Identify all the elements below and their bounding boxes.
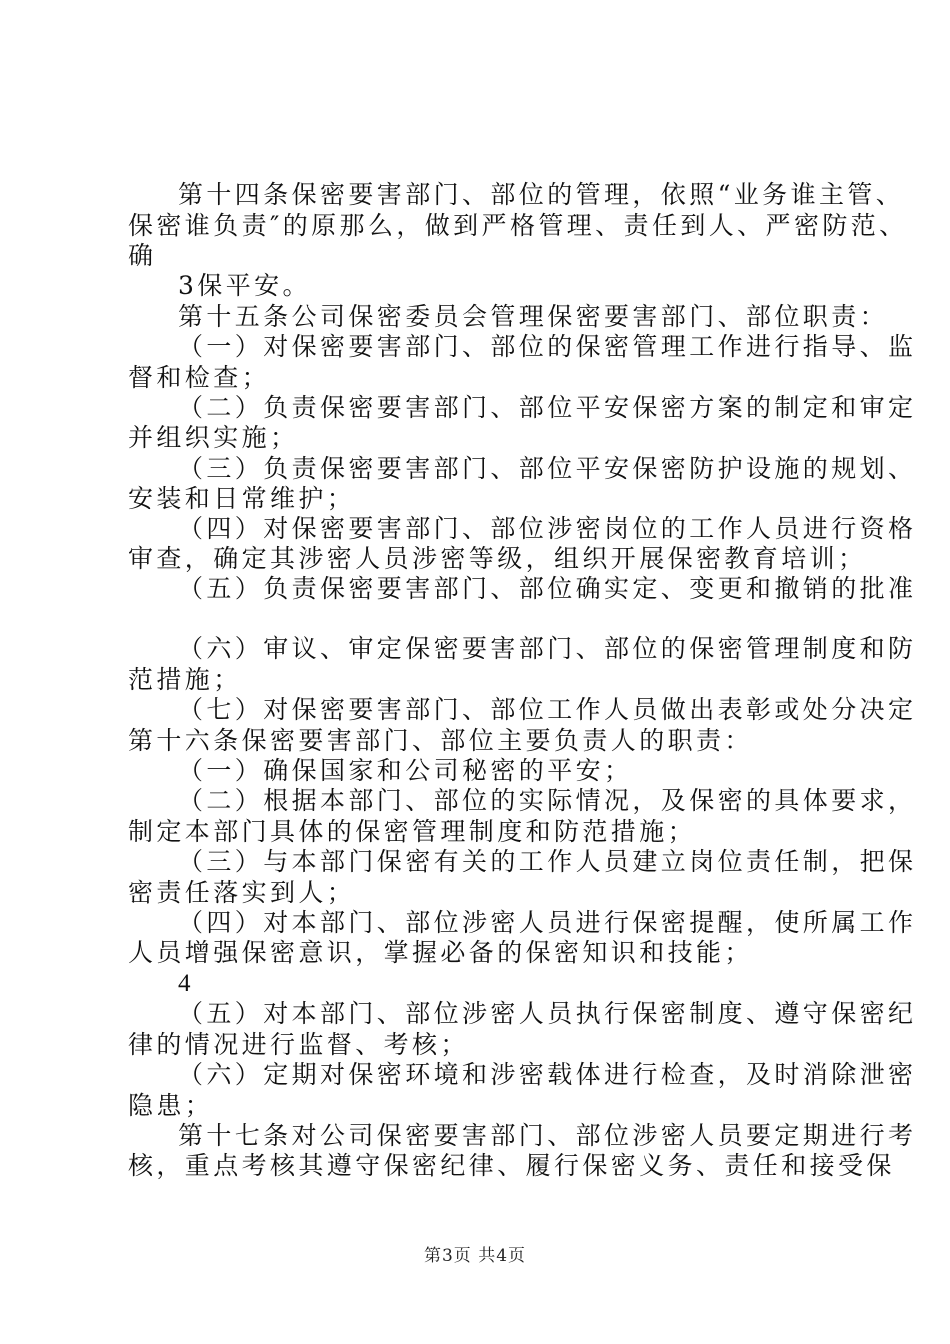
list-item: （二）负责保密要害部门、部位平安保密方案的制定和审定 — [178, 393, 917, 422]
text-line: 督和检查； — [128, 363, 271, 392]
list-item: （二）根据本部门、部位的实际情况，及保密的具体要求， — [178, 786, 917, 815]
list-item: （四）对本部门、部位涉密人员进行保密提醒，使所属工作 — [178, 908, 917, 937]
text-line: 人员增强保密意识，掌握必备的保密知识和技能； — [128, 938, 753, 967]
text-line: 范措施； — [128, 665, 242, 694]
text-line: 第十四条保密要害部门、部位的管理，依照“业务谁主管、 — [178, 180, 905, 209]
list-item: （六）定期对保密环境和涉密载体进行检查，及时消除泄密 — [178, 1060, 917, 1089]
page-number-marker: 4 — [178, 970, 191, 997]
list-item: （三）与本部门保密有关的工作人员建立岗位责任制，把保 — [178, 847, 917, 876]
page-footer: 第3页 共4页 — [423, 1246, 527, 1266]
text-line: 并组织实施； — [128, 423, 299, 452]
text-line: 确 — [128, 241, 157, 270]
text-line: 3保平安。 — [178, 271, 311, 300]
list-item: （三）负责保密要害部门、部位平安保密防护设施的规划、 — [178, 454, 917, 483]
list-item: （四）对保密要害部门、部位涉密岗位的工作人员进行资格 — [178, 514, 917, 543]
text-line: 密责任落实到人； — [128, 878, 356, 907]
list-item: （五）对本部门、部位涉密人员执行保密制度、遵守保密纪 — [178, 999, 917, 1028]
list-item: （一）对保密要害部门、部位的保密管理工作进行指导、监 — [178, 332, 917, 361]
text-line: 律的情况进行监督、考核； — [128, 1030, 469, 1059]
text-line: 保密谁负责″的原那么，做到严格管理、责任到人、严密防范、 — [128, 211, 908, 240]
text-line: 安装和日常维护； — [128, 484, 356, 513]
text-line: 隐患； — [128, 1091, 214, 1120]
list-item: （五）负责保密要害部门、部位确实定、变更和撤销的批准 — [178, 574, 917, 603]
article-heading: 第十五条公司保密委员会管理保密要害部门、部位职责： — [178, 302, 889, 331]
article-heading: 第十六条保密要害部门、部位主要负责人的职责： — [128, 726, 753, 755]
list-item: （一）确保国家和公司秘密的平安； — [178, 756, 633, 785]
list-item: （六）审议、审定保密要害部门、部位的保密管理制度和防 — [178, 634, 917, 663]
text-line: 审查，确定其涉密人员涉密等级，组织开展保密教育培训； — [128, 544, 867, 573]
list-item: （七）对保密要害部门、部位工作人员做出表彰或处分决定 — [178, 695, 917, 724]
text-line: 核，重点考核其遵守保密纪律、履行保密义务、责任和接受保 — [128, 1151, 895, 1180]
article-heading: 第十七条对公司保密要害部门、部位涉密人员要定期进行考 — [178, 1121, 917, 1150]
text-line: 制定本部门具体的保密管理制度和防范措施； — [128, 817, 697, 846]
